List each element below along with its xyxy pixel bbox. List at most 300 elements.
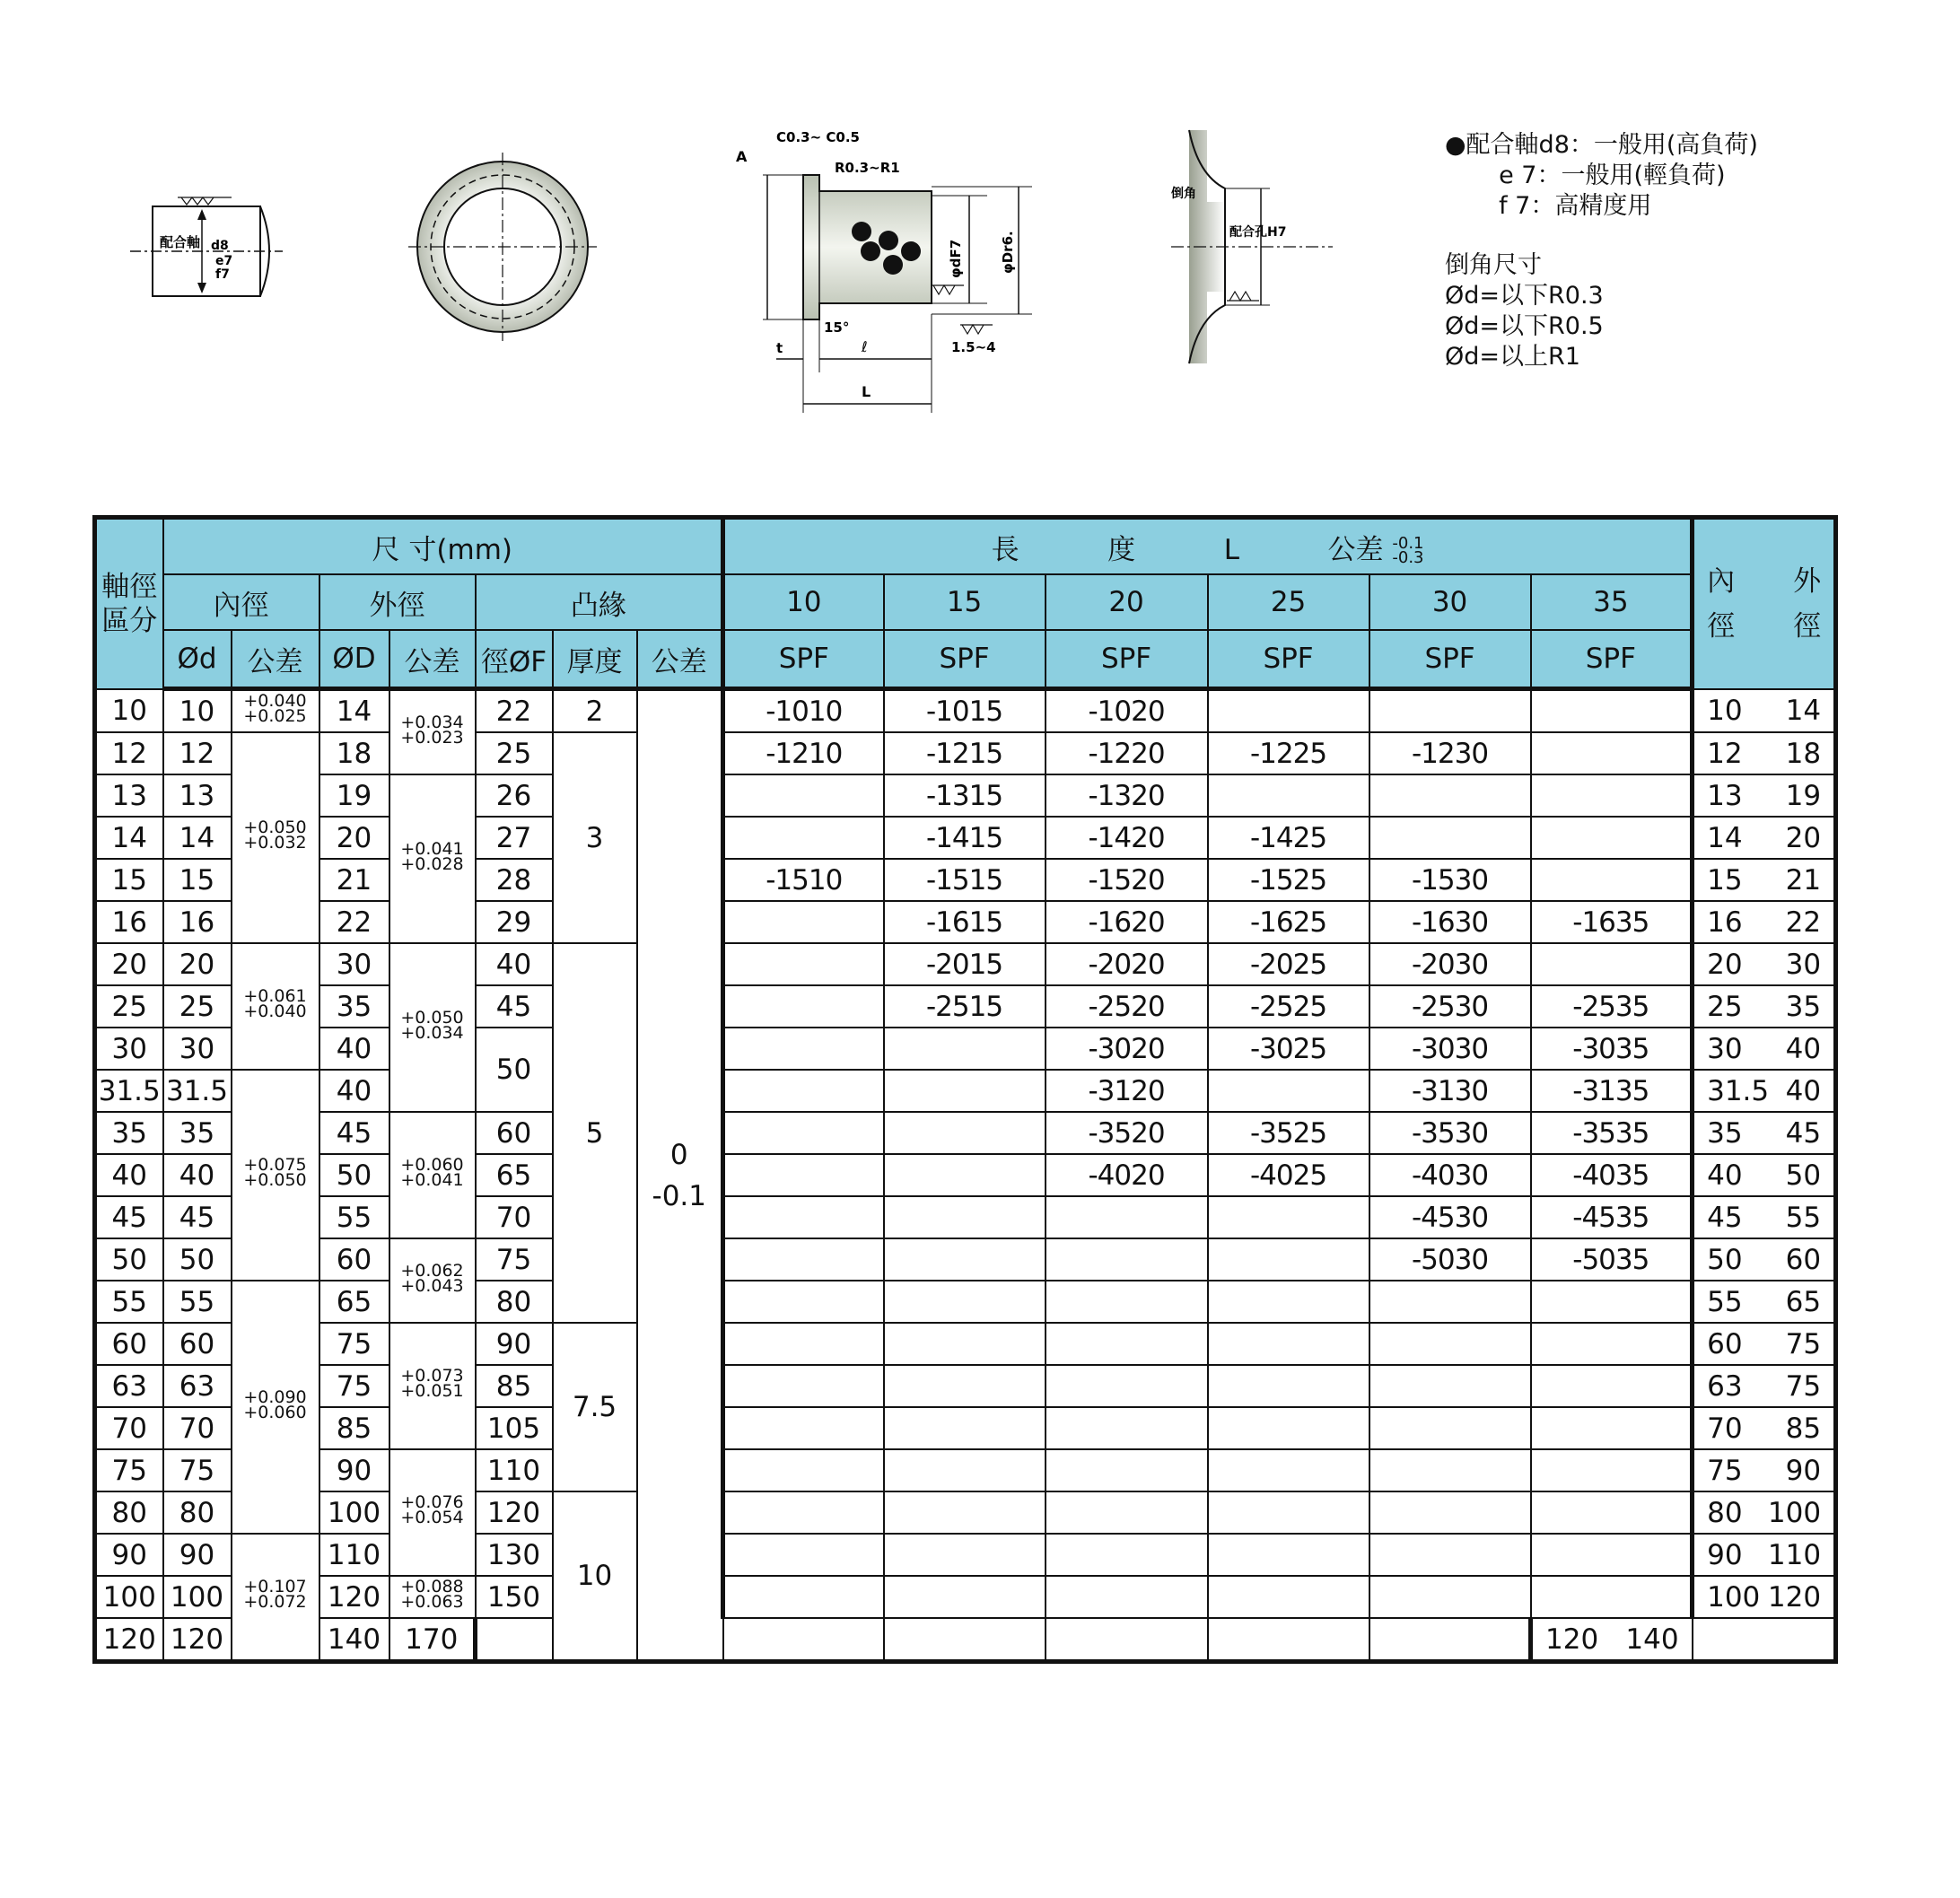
cell-inner-value: 75 [1707,1454,1743,1487]
header-axis-class [95,518,163,689]
cell-part-code [1531,689,1693,733]
cell-inner-outer [1693,985,1836,1028]
cell-part-code [1369,1323,1531,1365]
cell-part-code [1208,1281,1369,1323]
cell-part-code: -2030 [1369,943,1531,985]
inner-outer-pair [1694,1581,1833,1614]
cell-inner-outer [1531,1618,1693,1662]
cell-flange-dia: 65 [476,1154,553,1196]
cell-part-code [884,1281,1046,1323]
cell-part-code [1208,1238,1369,1281]
cell-axis-class: 13 [95,774,163,817]
cell-inner-outer [1693,1154,1836,1196]
cell-part-code: -3520 [1046,1112,1208,1154]
note-fit-f7: f 7：高精度用 [1445,192,1652,220]
cell-outer-dia: 14 [319,689,389,733]
cell-outer-dia: 22 [319,901,389,943]
cell-inner-outer [1693,1407,1836,1449]
cell-inner-value: 10 [1707,694,1743,727]
cell-flange-thickness: 5 [553,943,637,1323]
cell-part-code: -1215 [884,732,1046,774]
cell-inner-dia: 15 [163,859,232,901]
cell-inner-outer [1693,1028,1836,1070]
cell-flange-dia: 80 [476,1281,553,1323]
table-row [95,774,1836,817]
inner-outer-pair [1533,1623,1692,1656]
header-len-15: 15 [884,574,1046,630]
cell-part-code [723,1238,884,1281]
cell-inner-tol [232,943,319,1070]
header-dia-short-1: 徑 [1707,609,1736,643]
cell-part-code: -1625 [1208,901,1369,943]
cell-part-code [884,1112,1046,1154]
cell-outer-tol-upper: +0.050 [400,1007,464,1028]
cell-part-code: -1520 [1046,859,1208,901]
cell-part-code [1531,1491,1693,1534]
cell-part-code [1208,1070,1369,1112]
inner-outer-pair [1694,1033,1833,1065]
cell-axis-class: 14 [95,817,163,859]
cell-part-code [884,1365,1046,1407]
cell-part-code: -3030 [1369,1028,1531,1070]
cell-axis-class: 90 [95,1534,163,1576]
cell-outer-tol-values [400,1579,463,1610]
header-axis-class-text: 軸徑區分 [101,570,158,637]
cell-flange-dia: 29 [476,901,553,943]
cell-part-code [723,1618,884,1662]
cell-part-code [1531,1323,1693,1365]
cell-outer-tol-upper: +0.076 [400,1492,464,1512]
cell-outer-dia: 110 [319,1534,389,1576]
table-row [95,732,1836,774]
cell-flange-dia: 45 [476,985,553,1028]
cell-axis-class: 55 [95,1281,163,1323]
cell-part-code [1369,1449,1531,1491]
cell-inner-tol-values [243,691,307,726]
cell-inner-value: 90 [1707,1538,1743,1571]
cell-part-code [1369,1576,1531,1618]
cell-outer-tol-lower: +0.054 [400,1508,464,1527]
cell-inner-dia: 50 [163,1238,232,1281]
cell-part-code [1208,1365,1369,1407]
cell-flange-dia: 170 [389,1618,476,1662]
cell-part-code: -1615 [884,901,1046,943]
cell-flange-dia: 120 [476,1491,553,1534]
cell-part-code [884,1238,1046,1281]
cell-inner-dia: 13 [163,774,232,817]
cell-part-code: -3120 [1046,1070,1208,1112]
cell-flange-dia: 25 [476,732,553,774]
cell-part-code: -1015 [884,689,1046,733]
table-row [95,1238,1836,1281]
cell-part-code: -1620 [1046,901,1208,943]
inner-outer-pair [1694,1497,1833,1529]
cell-part-code [1531,774,1693,817]
cell-part-code: -1020 [1046,689,1208,733]
cell-part-code [1531,732,1693,774]
cell-part-code [1208,689,1369,733]
cell-flange-dia: 130 [476,1534,553,1576]
cell-outer-value: 14 [1785,694,1822,727]
table-row [95,943,1836,985]
cell-outer-tol [389,1238,476,1323]
cell-inner-value: 35 [1707,1116,1743,1150]
cell-part-code [723,901,884,943]
cell-outer-dia: 50 [319,1154,389,1196]
cell-part-code [723,774,884,817]
cell-inner-dia: 25 [163,985,232,1028]
cell-outer-value: 110 [1767,1538,1822,1571]
cell-part-code: -1220 [1046,732,1208,774]
inner-outer-pair [1694,906,1833,939]
cell-outer-value: 22 [1785,905,1822,939]
cell-axis-class: 31.5 [95,1070,163,1112]
inner-outer-pair [1694,1328,1833,1360]
cell-part-code [1208,1576,1369,1618]
cell-part-code [1369,1407,1531,1449]
cell-outer-tol-upper: +0.073 [400,1366,464,1386]
cell-outer-tol-lower: +0.028 [400,853,464,874]
header-D: ØD [319,630,389,689]
cell-outer-tol-lower: +0.023 [400,727,464,748]
cell-outer-value: 45 [1785,1116,1822,1150]
cell-outer-value: 30 [1785,948,1822,981]
cell-inner-value: 50 [1707,1243,1743,1276]
cell-part-code [1369,774,1531,817]
cell-part-code: -1230 [1369,732,1531,774]
cell-outer-dia: 60 [319,1238,389,1281]
cell-part-code [1531,1281,1693,1323]
inner-outer-pair [1694,738,1833,770]
angle-label: 15° [824,319,850,336]
cell-flange-dia: 105 [476,1407,553,1449]
cell-inner-dia: 35 [163,1112,232,1154]
hole-fit-label: 配合孔H7 [1229,225,1287,240]
cell-inner-dia: 100 [163,1576,232,1618]
cell-outer-dia: 40 [319,1028,389,1070]
cell-inner-value: 120 [1545,1622,1599,1656]
header-spf-10: SPF [723,630,884,689]
inner-outer-pair [1694,1539,1833,1571]
cell-part-code [884,1534,1046,1576]
cell-flange-dia: 26 [476,774,553,817]
cell-inner-outer [1693,1365,1836,1407]
cell-part-code: -3135 [1531,1070,1693,1112]
cell-inner-outer [1693,1070,1836,1112]
table-row [95,1154,1836,1196]
header-inner-short: 內 [1707,564,1736,598]
cell-flange-dia: 28 [476,859,553,901]
cell-part-code [1531,1576,1693,1618]
cell-part-code [723,1154,884,1196]
cell-part-code: -1635 [1531,901,1693,943]
cell-part-code: -3025 [1208,1028,1369,1070]
cell-inner-dia: 75 [163,1449,232,1491]
cell-axis-class: 15 [95,859,163,901]
table-row [95,901,1836,943]
cell-inner-value: 20 [1707,948,1743,981]
cell-part-code: -2025 [1208,943,1369,985]
bushing-spec-table [92,515,1838,1664]
outer-dia-label: φDr6. [1000,231,1016,274]
cell-inner-tol-upper: +0.040 [243,691,307,711]
cell-inner-value: 40 [1707,1159,1743,1192]
header-spf-35: SPF [1531,630,1693,689]
cell-inner-tol [232,1534,319,1662]
cell-inner-dia: 14 [163,817,232,859]
cell-outer-dia: 30 [319,943,389,985]
cell-part-code: -2515 [884,985,1046,1028]
cell-outer-value: 19 [1785,779,1822,812]
header-length [723,518,1693,575]
cell-axis-class: 45 [95,1196,163,1238]
cell-flange-dia: 22 [476,689,553,733]
cell-inner-value: 12 [1707,737,1743,770]
inner-outer-pair [1694,780,1833,812]
cell-inner-value: 15 [1707,863,1743,897]
header-d-tol: 公差 [232,630,319,689]
cell-part-code [723,1196,884,1238]
table-row [95,1281,1836,1323]
cell-inner-tol-values [243,1155,307,1190]
cell-inner-outer [1693,1238,1836,1281]
inner-outer-pair [1694,949,1833,981]
cell-part-code: -1630 [1369,901,1531,943]
cell-part-code: -1415 [884,817,1046,859]
cell-part-code [1208,1491,1369,1534]
cell-inner-outer [1693,689,1836,733]
cell-part-code [1046,1534,1208,1576]
cell-outer-value: 35 [1785,990,1822,1023]
cell-flange-dia: 60 [476,1112,553,1154]
cell-outer-dia: 85 [319,1407,389,1449]
cell-outer-tol-values [400,1007,464,1043]
cell-inner-tol-upper: +0.050 [243,818,307,837]
cell-outer-value: 100 [1767,1496,1822,1529]
cell-outer-tol-values [400,838,464,874]
cell-inner-dia: 63 [163,1365,232,1407]
cell-outer-dia: 35 [319,985,389,1028]
cell-axis-class: 75 [95,1449,163,1491]
cell-outer-tol-lower: +0.063 [400,1592,464,1612]
table-row [95,1112,1836,1154]
cell-part-code: -1225 [1208,732,1369,774]
cell-inner-tol-values [243,820,306,851]
cell-part-code [884,1070,1046,1112]
cell-part-code: -2525 [1208,985,1369,1028]
flange-tol-upper: 0 [669,1138,688,1171]
cell-outer-tol-values [400,712,464,748]
cell-part-code [884,1196,1046,1238]
cell-outer-tol-lower: +0.034 [400,1022,464,1043]
table-row [95,1449,1836,1491]
cell-inner-outer [1693,774,1836,817]
note-fit-e7: e 7：一般用(輕負荷) [1445,162,1726,189]
cell-part-code [1046,1323,1208,1365]
table-row [95,1407,1836,1449]
cell-outer-value: 21 [1785,863,1822,897]
cell-part-code [1046,1365,1208,1407]
cell-axis-class: 16 [95,901,163,943]
cell-outer-value: 65 [1785,1285,1822,1318]
cell-part-code: -4020 [1046,1154,1208,1196]
cell-part-code: -2020 [1046,943,1208,985]
header-spf-15: SPF [884,630,1046,689]
cell-flange-thickness: 10 [553,1491,637,1662]
cell-outer-value: 75 [1785,1369,1822,1403]
fit-notes [1445,130,1947,372]
header-d: Ød [163,630,232,689]
cell-outer-tol [389,1449,476,1576]
cell-axis-class: 10 [95,689,163,733]
cell-part-code [1369,1365,1531,1407]
cell-part-code [723,1028,884,1070]
cell-outer-tol [389,774,476,943]
cell-flange-dia: 40 [476,943,553,985]
cell-inner-outer [1693,1281,1836,1323]
note-chamfer-2: Ød=以下R0.5 [1445,312,1604,340]
cell-inner-dia: 20 [163,943,232,985]
note-chamfer-title: 倒角尺寸 [1445,251,1542,279]
cell-part-code: -1515 [884,859,1046,901]
shaft-fit-drawing [126,179,287,314]
cell-axis-class: 70 [95,1407,163,1449]
header-inner: 內徑 [163,574,319,630]
cell-part-code: -1510 [723,859,884,901]
cell-outer-value: 85 [1785,1412,1822,1445]
cell-part-code [1046,1407,1208,1449]
inner-outer-pair [1694,864,1833,897]
cell-flange-dia: 85 [476,1365,553,1407]
cell-flange-thickness: 2 [553,689,637,733]
table-row [95,1196,1836,1238]
cell-inner-tol [232,689,319,733]
cell-inner-outer [1693,901,1836,943]
cell-outer-tol-lower: +0.041 [400,1170,464,1190]
cell-outer-tol-upper: +0.062 [400,1260,464,1281]
cell-inner-value: 80 [1707,1496,1743,1529]
cell-part-code: -2530 [1369,985,1531,1028]
cell-outer-tol-lower: +0.043 [400,1275,464,1296]
cell-part-code: -2520 [1046,985,1208,1028]
cell-inner-tol-upper: +0.090 [243,1386,307,1407]
cell-part-code: -1425 [1208,817,1369,859]
cell-outer-tol [389,943,476,1112]
cell-inner-dia: 10 [163,689,232,733]
cell-outer-dia: 21 [319,859,389,901]
cell-axis-class: 30 [95,1028,163,1070]
flange-thickness-label: t [776,340,783,356]
cell-axis-class: 120 [95,1618,163,1662]
cell-part-code [1369,1534,1531,1576]
cell-part-code [1531,1407,1693,1449]
cell-inner-outer [1693,732,1836,774]
cell-flange-thickness: 3 [553,732,637,943]
cell-inner-value: 70 [1707,1412,1743,1445]
cell-inner-dia: 31.5 [163,1070,232,1112]
cell-inner-value: 31.5 [1707,1074,1770,1107]
cell-outer-value: 50 [1785,1159,1822,1192]
cell-inner-outer [1693,1576,1836,1618]
cell-axis-class: 50 [95,1238,163,1281]
cell-flange-dia: 70 [476,1196,553,1238]
cell-part-code [1046,1281,1208,1323]
body-length-label: ℓ [862,338,868,355]
cell-part-code [884,1028,1046,1070]
cell-inner-tol-values [243,1579,306,1610]
cell-axis-class: 80 [95,1491,163,1534]
cell-part-code [1208,1618,1369,1662]
cell-outer-tol-upper: +0.060 [400,1155,464,1175]
cell-part-code [1208,1449,1369,1491]
cell-part-code: -4530 [1369,1196,1531,1238]
note-chamfer-1: Ød=以下R0.3 [1445,282,1604,310]
cell-outer-dia: 100 [319,1491,389,1534]
hole-fit-drawing [1171,121,1333,372]
cell-part-code [723,1070,884,1112]
cell-inner-dia: 45 [163,1196,232,1238]
cell-part-code [723,1491,884,1534]
cell-part-code: -1320 [1046,774,1208,817]
table-row [95,1618,1836,1662]
cell-part-code: -4025 [1208,1154,1369,1196]
cell-inner-dia: 120 [163,1618,232,1662]
cell-part-code: -3035 [1531,1028,1693,1070]
cell-inner-value: 30 [1707,1032,1743,1065]
cell-inner-outer [1693,817,1836,859]
cell-outer-tol-lower: +0.051 [400,1381,464,1401]
header-len-25: 25 [1208,574,1369,630]
cell-inner-dia: 80 [163,1491,232,1534]
cell-part-code [1531,1449,1693,1491]
inner-outer-pair [1694,1202,1833,1234]
cell-part-code: -5035 [1531,1238,1693,1281]
cell-part-code [723,817,884,859]
cell-inner-value: 14 [1707,821,1743,854]
cell-inner-tol-lower: +0.040 [243,1001,307,1021]
inner-outer-pair [1694,1370,1833,1403]
cell-axis-class: 25 [95,985,163,1028]
cell-part-code [1046,1576,1208,1618]
table-row [95,1576,1836,1618]
cell-part-code [1369,1618,1531,1662]
cell-outer-dia: 19 [319,774,389,817]
inner-outer-pair [1694,1244,1833,1276]
cell-part-code [884,1449,1046,1491]
cell-part-code [1208,1196,1369,1238]
cell-flange-thickness: 7.5 [553,1323,637,1491]
cell-inner-value: 55 [1707,1285,1743,1318]
header-flange: 凸緣 [476,574,723,630]
cell-part-code [723,1576,884,1618]
cell-outer-dia: 45 [319,1112,389,1154]
cell-part-code: -4030 [1369,1154,1531,1196]
cell-part-code [1208,1534,1369,1576]
header-outer-short: 外 [1793,564,1822,598]
total-length-label: L [862,383,871,400]
cell-part-code: -3525 [1208,1112,1369,1154]
bushing-section-drawing [727,126,1050,431]
cell-inner-tol-upper: +0.061 [243,986,307,1006]
table-row [95,1323,1836,1365]
cell-flange-tol [637,689,723,1662]
cell-inner-outer [1693,859,1836,901]
spec-table-body [95,689,1836,1662]
table-row [95,1070,1836,1112]
cell-inner-dia: 16 [163,901,232,943]
cell-part-code: -3530 [1369,1112,1531,1154]
inner-outer-pair [1694,695,1833,727]
